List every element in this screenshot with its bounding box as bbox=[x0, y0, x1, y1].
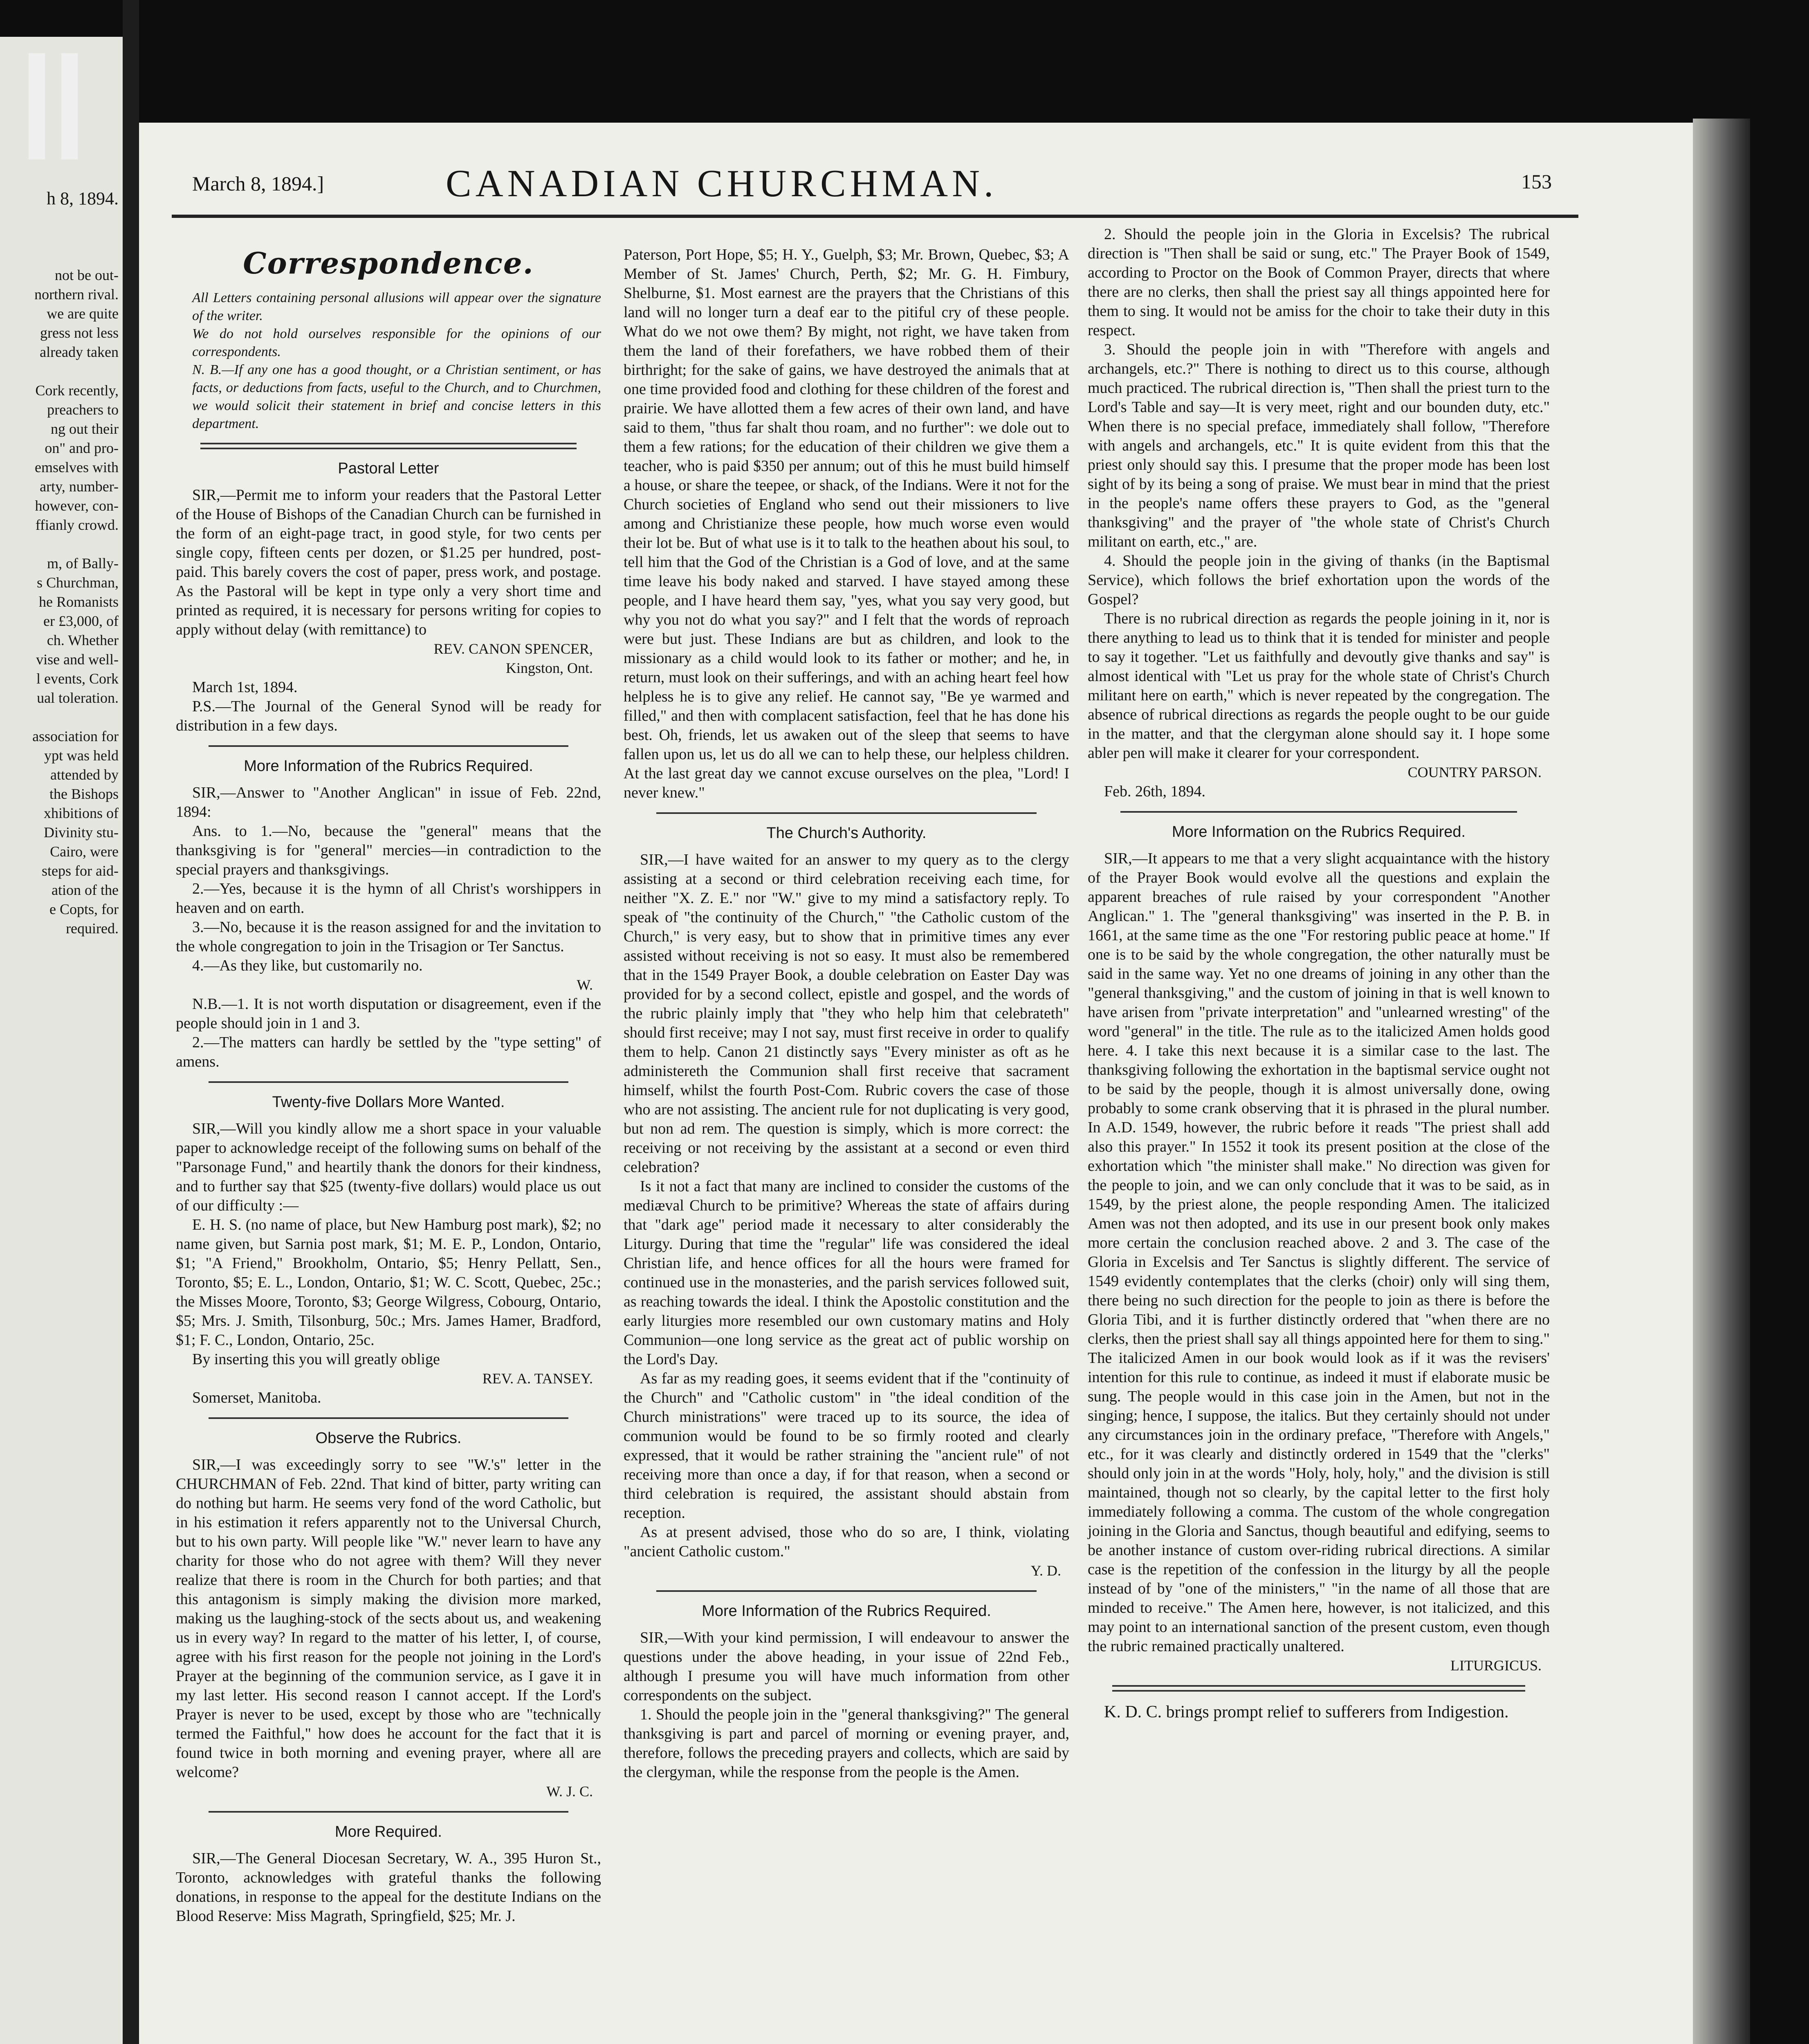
twenty-five-dollars-closing: By inserting this you will greatly oblige bbox=[192, 1351, 440, 1368]
observe-rubrics-signature: W. J. C. bbox=[546, 1783, 593, 1800]
more-required-body: SIR,—The General Diocesan Secretary, W. A., 395 Huron St., Toronto, acknowledges with grateful thanks the following donations, in response to the appeal for the destitute Indians on the Blood Reserve: Miss Magrath, Springfield, $25; Mr. J. bbox=[176, 1850, 601, 1925]
rubrics-letter-3-signature: LITURGICUS. bbox=[1450, 1657, 1542, 1674]
editor-note-3: N. B.—If any one has a good thought, or a Christian sentiment, or has facts, or deductions from facts, useful to the Church, and to Churchmen, we would solicit their statement in brief and concise letters in this department. bbox=[192, 362, 601, 431]
church-authority-para: SIR,—I have waited for an answer to my query as to the clergy assisting at a second or third celebration receiving each time, for neither "X. Z. E." nor "W." give to my mind a satisfactory reply. To speak of "the continuity of the Church," "the Catholic custom of the Church," is very easy, but to show that in primitive times any ever assisted without receiving is not so easy. It must also be remembered that in the 1549 Prayer Book, a double celebration on Easter Day was provided for by a second collect, epistle and gospel, and the words of the rubric plainly imply that "they who help him that celebrateth" should first receive; may I not say, must first receive in order to qualify them to help. Canon 21 distinctly says "Every minister as oft as he administereth the Communion shall first receive that sacrament himself, whilst the fourth Post-Com. Rubric covers the case of those who are not assisting. The ancient rule for not duplicating is very good, but non ad rem. The question is simply, which is more correct: the receiving or not receiving by the assistant at a second or even third celebration? bbox=[624, 851, 1069, 1176]
issue-date: March 8, 1894.] bbox=[192, 172, 324, 195]
church-authority-para: As far as my reading goes, it seems evident that if the "continuity of the Church" and "Catholic custom" in "the ideal condition of the Church ministrations" were traced up to its source, the idea of communion would be found to be so firmly rooted and clearly expressed, that it would be rather straining the "ancient rule" of not receiving more than once a day, if for that reason, when a second or third celebration is required, the assistant should abstain from reception. bbox=[624, 1370, 1069, 1522]
section-divider bbox=[209, 1811, 568, 1813]
rubrics-letter-1-nb: N.B.—1. It is not worth disputation or disagreement, even if the people should join in 1 and 3. bbox=[176, 995, 601, 1032]
rubrics-letter-2-title: More Information of the Rubrics Required. bbox=[702, 1602, 991, 1620]
book-spine bbox=[123, 0, 139, 2044]
rubrics-letter-1-nb: 2.—The matters can hardly be settled by the "type setting" of amens. bbox=[176, 1034, 601, 1070]
pastoral-letter-ps: P.S.—The Journal of the General Synod will be ready for distribution in a few days. bbox=[176, 698, 601, 734]
previous-page-header: h 8, 1894. bbox=[47, 188, 119, 208]
binding-mark-top-1 bbox=[29, 53, 45, 159]
rubrics-letter-2-para: There is no rubrical direction as regards the people joining in it, nor is there anything to lead us to think that it is tended for minister and people to say it together. "Let us faithfully and devoutly give thanks and say" is almost identical with "Let us pray for the whole state of Christ's Church militant here on earth," which is never repeated by the congregation. The absence of rubrical directions as regards the people ought to be our guide in the matter, and that the clergyman alone should say it. I hope some abler pen will make it clearer for your correspondent. bbox=[1088, 610, 1550, 762]
observe-rubrics-title: Observe the Rubrics. bbox=[315, 1430, 462, 1447]
twenty-five-dollars-signature: REV. A. TANSEY. bbox=[482, 1370, 593, 1387]
section-divider bbox=[209, 1417, 568, 1419]
pastoral-letter-date: March 1st, 1894. bbox=[192, 679, 298, 696]
twenty-five-dollars-donors: E. H. S. (no name of place, but New Hamburg post mark), $2; no name given, but Sarnia post mark, $1; M. E. P., London, Ontario, $1; "A Friend," Brookholm, Ontario, $5; Henry Pellatt, Sen., Toronto, $5; E. L., London, Ontario, $1; W. C. Scott, Quebec, 25c.; the Misses Moore, Toronto, $3; George Wilgress, Cobourg, Ontario, $5; Mrs. J. Smith, Tilsonburg, 50c.; Mrs. James Hamer, Bradford, $1; F. C., London, Ontario, 25c. bbox=[176, 1216, 601, 1349]
rubrics-letter-3-title: More Information on the Rubrics Required. bbox=[1172, 823, 1466, 840]
more-required-title: More Required. bbox=[335, 1823, 442, 1840]
pastoral-letter-signature: REV. CANON SPENCER, bbox=[433, 641, 593, 657]
masthead-title: CANADIAN CHURCHMAN. bbox=[446, 162, 998, 205]
rubrics-letter-1-para: 3.—No, because it is the reason assigned for and the invitation to the whole congregation to join in the Trisagion or Ter Sanctus. bbox=[176, 919, 601, 955]
rubrics-letter-2-para: 2. Should the people join in the Gloria in Excelsis? The rubrical direction is "Then shall be said or sung, etc." The Prayer Book of 1549, according to Proctor on the Book of Common Prayer, directs that where there are no clerks, then shall the priest say all things appointed here for them to sing. It would not be amiss for the choir to take their duty in this respect. bbox=[1088, 226, 1550, 339]
church-authority-para: Is it not a fact that many are inclined to consider the customs of the mediæval Church to be primitive? Whereas the state of affairs during that "dark age" period made it necessary to alter considerably the Liturgy. During that time the "regular" life was considered the ideal Christian life, and hence offices for all the hours were framed for continued use in the monasteries, and the parish services followed suit, as reaching towards the ideal. I think the Apostolic constitution and the early liturgies more resembled our own customary matins and Holy Communion—one long service as the great act of public worship on the Lord's Day. bbox=[624, 1178, 1069, 1368]
section-divider bbox=[1112, 1685, 1525, 1692]
binding-mark-top-2 bbox=[61, 53, 78, 159]
rubrics-letter-1-para: SIR,—Answer to "Another Anglican" in issue of Feb. 22nd, 1894: bbox=[176, 784, 601, 820]
pastoral-letter-body: SIR,—Permit me to inform your readers that the Pastoral Letter of the House of Bishops of the Canadian Church can be furnished in the form of an eight-page tract, in good style, for two cents per single copy, fifteen cents per dozen, or $1.25 per hundred, post-paid. This barely covers the cost of paper, press work, and postage. As the Pastoral will be kept in type only a very short time and printed as required, it is necessary for persons writing for copies to apply without delay (with remittance) to bbox=[176, 486, 601, 638]
editor-note-2: We do not hold ourselves responsible for the opinions of our correspondents. bbox=[192, 326, 601, 359]
twenty-five-dollars-body: SIR,—Will you kindly allow me a short space in your valuable paper to acknowledge receipt of the following sums on behalf of the "Parsonage Fund," and heartily thank the donors for their kindness, and to further say that $25 (twenty-five dollars) would place us out of our difficulty :— bbox=[176, 1120, 601, 1214]
rubrics-letter-2-para: SIR,—With your kind permission, I will endeavour to answer the questions under the above heading, in your issue of 22nd Feb., although I presume you will have much information from other correspondents on the subject. bbox=[624, 1629, 1069, 1704]
rubrics-letter-2-signature: COUNTRY PARSON. bbox=[1407, 764, 1542, 780]
rubrics-letter-1-para: 2.—Yes, because it is the hymn of all Christ's worshippers in heaven and on earth. bbox=[176, 880, 601, 917]
rubrics-letter-1-para: Ans. to 1.—No, because the "general" means that the thanksgiving is for "general" mercies—in contradiction to the special prayers and thanksgivings. bbox=[176, 823, 601, 878]
column-2 bbox=[624, 245, 1069, 1782]
rubrics-letter-2-para: 1. Should the people join in the "general thanksgiving?" The general thanksgiving is part and parcel of morning or evening prayer, and, therefore, follows the preceding prayers and collects, which are said by the clergyman, while the response from the people is the Amen. bbox=[624, 1706, 1069, 1781]
pastoral-letter-place: Kingston, Ont. bbox=[505, 660, 593, 676]
more-required-body-continued: Paterson, Port Hope, $5; H. Y., Guelph, $3; Mr. Brown, Quebec, $3; A Member of St. James' Church, Perth, $2; Mr. G. H. Fimbury, Shelburne, $1. Most earnest are the prayers that the Christians of this land will no longer turn a deaf ear to the pitiful cry of these people. What do we not owe them? By might, not right, we have taken from them the land of their forefathers, we have robbed them of their birthright; for the sake of gains, we have destroyed the animals that at one time provided food and clothing for these children of the forest and prairie. We have allotted them a few acres of their own land, and have said to them, "thus far shalt thou roam, and no further": we dole out to them a few rations; for the education of their children we give them a teacher, who is paid $350 per annum; out of this he must build himself a house, or share the teepee, or shack, of the Indians. Were it not for the Church societies of England who send out their missioners to live among and Christianize these people, how much worse even would their lot be. But of what use is it to talk to the heathen about his soul, to tell him that the God of the Christian is a God of love, and at the same time leave his body naked and starved. I have stayed among these people, and I have heard them say, "yes, what you say very good, but why you not do what you say?" and I felt that the words of reproach were but just. These Indians are but as children, and look to the missionary as a child would look to its father or mother; and he, in return, must look on their sufferings, and with an aching heart feel how helpless he is to give any relief. He cannot say, "Be ye warmed and filled," and then with complacent satisfaction, feel that he has done his best. Oh, friends, let us awaken out of the sleep that seems to have fallen upon us, let us do all we can to help these, our helpless children. At the last great day we cannot excuse ourselves on the plea, "Lord! I never knew." bbox=[624, 246, 1069, 801]
section-divider bbox=[1120, 811, 1517, 813]
rubrics-letter-2-para: 4. Should the people join in the giving of thanks (in the Baptismal Service), which follows the brief exhortation upon the words of the Gospel? bbox=[1088, 552, 1550, 608]
church-authority-title: The Church's Authority. bbox=[766, 825, 927, 842]
editor-note-1: All Letters containing personal allusions will appear over the signature of the writer. bbox=[192, 290, 601, 323]
previous-page-text: not be out- northern rival. we are quite gress not less already taken Cork recently, preachers to ng out their on" and pro- emselves with arty, number- however, con- ffianly crowd. m, of Bally- s Churchman, he Romanists er £3,000, of ch. Whether vise and well- l events, Cork ual toleration. association for ypt was held attended by the Bishops xhibitions of Divinity stu- Cairo, were steps for aid- ation of the e Copts, for required. bbox=[32, 267, 119, 937]
rubrics-letter-1-title: More Information of the Rubrics Required. bbox=[244, 758, 533, 775]
section-divider bbox=[200, 443, 577, 449]
twenty-five-dollars-title: Twenty-five Dollars More Wanted. bbox=[272, 1094, 505, 1111]
section-divider bbox=[209, 745, 568, 747]
header-rule bbox=[172, 215, 1578, 218]
rubrics-letter-1-para: 4.—As they like, but customarily no. bbox=[192, 957, 423, 974]
rubrics-letter-2-para: 3. Should the people join in with "Therefore with angels and archangels, etc.?" There is nothing to direct us to this course, although much practiced. The rubrical direction is, "Then shall the priest turn to the Lord's Table and say—It is very meet, right and our bounden duty, etc." When there is no special preface, immediately shall follow, "Therefore with angels and archangels, etc." It is quite evident from this that the priest only should say this. I presume that the proper mode has been lost sight of by its being a song of praise. We must bear in mind that the priest in the people's name offers these prayers to God, as the "general thanksgiving" and the prayer of "the whole state of Christ's Church militant on earth, etc.," are. bbox=[1088, 341, 1550, 550]
observe-rubrics-body: SIR,—I was exceedingly sorry to see "W.'s" letter in the CHURCHMAN of Feb. 22nd. That kind of bitter, party writing can do nothing but harm. He seems very fond of the word Catholic, but in his estimation it refers apparently not to the Universal Church, but to his own party. Will people like "W." never learn to have any charity for those who do not agree with them? Will they never realize that there is room in the Church for both parties; and that this antagonism is simply making the division more marked, making us the laughing-stock of the sects about us, and weakening us in every way? In regard to the matter of his letter, I, of course, agree with his first reason for the people not joining in the Lord's Prayer at the beginning of the communion service, as I gave it in my last letter. His second reason I cannot accept. If the Lord's Prayer is never to be used, except by those who are "technically termed the Faithful," how does he account for the fact that it is found twice in both morning and evening prayer, where all are welcome? bbox=[176, 1456, 601, 1781]
page-number: 153 bbox=[1521, 170, 1552, 193]
column-1 bbox=[176, 245, 601, 1926]
rubrics-letter-3-body: SIR,—It appears to me that a very slight acquaintance with the history of the Prayer Book would evolve all the questions and explain the apparent breaches of rule raised by your correspondent "Another Anglican." 1. The "general thanksgiving" was inserted in the P. B. in 1661, at the same time as the one "For restoring public peace at home." If one is to be said by the whole congregation, the other naturally must be said in the same way. Yet no one dreams of joining in any other than the "general thanksgiving," and the custom of joining in that is well known to have arisen from "private interpretation" and "unlearned wresting" of the word "general" in the title. The rule as to the italicized Amen holds good here. 4. I take this next because it is a similar case to the last. The thanksgiving following the exhortation in the baptismal service ought not to be said by the people, though it is almost universally done, owing probably to some crank observing that it is phrased in the plural number. In A.D. 1549, however, the rubric before it reads "The priest shall add also this prayer." In 1552 it took its present position at the close of the exhortation which "the minister shall make." No direction was given for the people to join, and we can only conclude that it was to be said, as in 1549, by the priest alone, the people responding Amen. The italicized Amen was not then adopted, and its use in our present book only makes more certain the conclusion reached above. 2 and 3. The case of the Gloria in Excelsis and Ter Sanctus is slightly different. The service of 1549 evidently contemplates that the clerks (choir) only will sing them, there being no such direction for the people to join as there is before the Gloria Tibi, and it is further distinctly ordered that "when there are no clerks, then the priest shall say all things appointed here for them to sing." The italicized Amen in our book would look as if it was the revisers' intention for this rule to continue, as indeed it must if elaborate music be sung. The people would in this case join in the Amen, but not in the singing; hence, I suppose, the italics. But they certainly should not under any circumstances join in the ordinary preface, "Therefore with Angels," etc., for it was clearly and distinctly ordered in 1549 that the "clerks" should only join in at the words "Holy, holy, holy," and the division is still maintained, though not so clearly, by the capital letter to the first holy immediately following a comma. The custom of the whole congregation joining in the Gloria and Sanctus, though beautiful and edifying, seems to be another instance of custom over-riding rubrical directions. A similar case is the repetition of the confession in the liturgy by all the people instead of by "one of the ministers," "in the name of all those that are minded to receive." The Amen here, however, is not italicized, and this may point to an international sanction of the present custom, even though the rubric remained practically unaltered. bbox=[1088, 850, 1550, 1655]
kdc-advertisement: K. D. C. brings prompt relief to sufferers from Indigestion. bbox=[1104, 1703, 1509, 1721]
church-authority-signature: Y. D. bbox=[1030, 1562, 1061, 1579]
twenty-five-dollars-place: Somerset, Manitoba. bbox=[192, 1389, 321, 1406]
newspaper-page bbox=[139, 123, 1693, 2044]
rubrics-letter-2-date: Feb. 26th, 1894. bbox=[1104, 783, 1206, 800]
page-stack-edge bbox=[1693, 119, 1750, 2044]
church-authority-para: As at present advised, those who do so are, I think, violating "ancient Catholic custom." bbox=[624, 1524, 1069, 1560]
pastoral-letter-title: Pastoral Letter bbox=[338, 460, 439, 477]
previous-page-fragment bbox=[0, 37, 123, 2044]
section-divider bbox=[209, 1081, 568, 1083]
section-divider bbox=[656, 812, 1037, 814]
correspondence-title: Correspondence. bbox=[243, 246, 534, 280]
column-3 bbox=[1088, 225, 1550, 1723]
section-divider bbox=[656, 1590, 1037, 1592]
rubrics-letter-1-signature: W. bbox=[577, 977, 593, 993]
